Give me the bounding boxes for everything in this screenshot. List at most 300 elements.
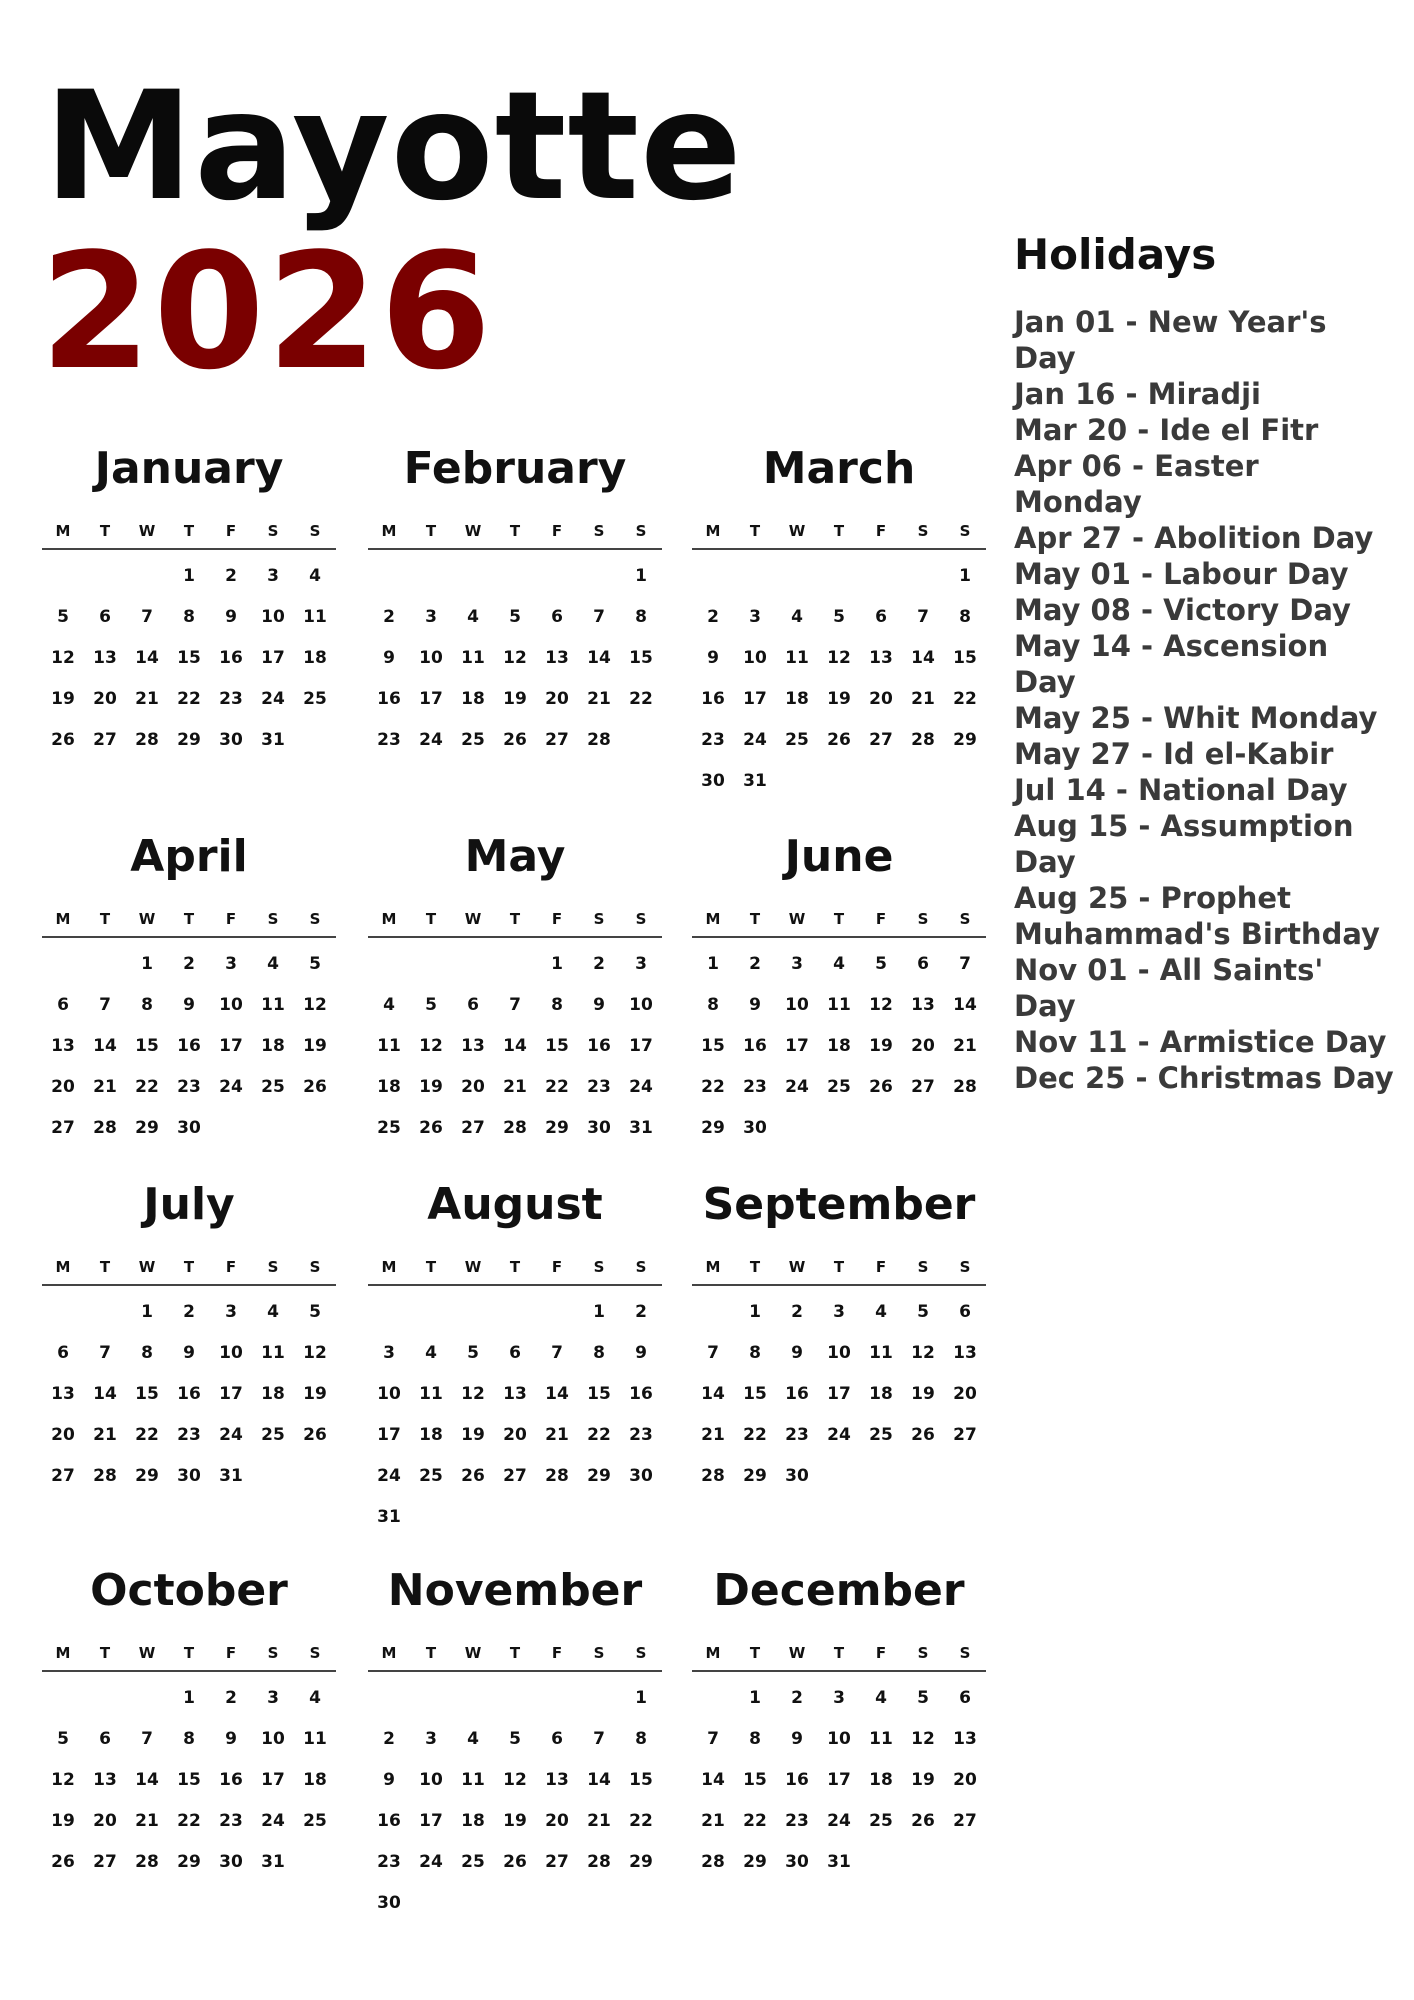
month-name: December <box>713 1565 965 1616</box>
day-cell: 9 <box>791 1343 803 1363</box>
holiday-item: May 14 - Ascension Day <box>1014 629 1329 700</box>
day-cell: 4 <box>467 1729 479 1749</box>
week-row <box>692 556 986 597</box>
weekday-label: T <box>509 1644 521 1662</box>
day-cell: 16 <box>629 1384 653 1404</box>
day-cell: 26 <box>869 1077 893 1097</box>
empty-day-cell <box>734 556 776 597</box>
day-cell: 7 <box>141 607 153 627</box>
week-row <box>692 1026 986 1067</box>
weekday-label: W <box>788 522 806 540</box>
day-cell: 3 <box>225 1302 237 1322</box>
weekday-label: T <box>749 1644 761 1662</box>
day-cell: 23 <box>743 1077 767 1097</box>
week-row <box>42 1374 336 1415</box>
day-cell: 2 <box>791 1302 803 1322</box>
weekday-label: T <box>99 522 111 540</box>
day-cell: 12 <box>303 1343 327 1363</box>
day-cell: 6 <box>57 995 69 1015</box>
week-row <box>42 638 336 679</box>
day-cell: 24 <box>629 1077 653 1097</box>
weekday-label: W <box>788 910 806 928</box>
day-cell: 1 <box>707 954 719 974</box>
holidays-title: Holidays <box>1014 230 1217 279</box>
week-row <box>692 761 986 802</box>
weekday-label: T <box>183 1644 195 1662</box>
day-cell: 31 <box>219 1466 243 1486</box>
day-cell: 21 <box>701 1811 725 1831</box>
calendar-country-title: Mayotte <box>44 60 743 234</box>
day-cell: 20 <box>93 1811 117 1831</box>
day-cell: 18 <box>303 648 327 668</box>
month-name: March <box>762 443 916 494</box>
week-row <box>42 1760 336 1801</box>
day-cell: 3 <box>267 1688 279 1708</box>
week-row <box>42 985 336 1026</box>
day-cell: 8 <box>749 1729 761 1749</box>
day-cell: 18 <box>419 1425 443 1445</box>
day-cell: 21 <box>503 1077 527 1097</box>
day-cell: 1 <box>635 1688 647 1708</box>
weekday-label: F <box>875 522 887 540</box>
day-cell: 1 <box>593 1302 605 1322</box>
day-cell: 13 <box>911 995 935 1015</box>
day-cell: 12 <box>461 1384 485 1404</box>
weekday-label: T <box>183 522 195 540</box>
day-cell: 31 <box>827 1852 851 1872</box>
weekday-label: S <box>917 522 929 540</box>
day-cell: 17 <box>219 1384 243 1404</box>
day-cell: 9 <box>183 995 195 1015</box>
week-row <box>368 1108 662 1149</box>
day-cell: 1 <box>183 1688 195 1708</box>
weekday-label: W <box>138 1644 156 1662</box>
week-row <box>368 1026 662 1067</box>
day-cell: 3 <box>749 607 761 627</box>
day-cell: 25 <box>261 1077 285 1097</box>
day-cell: 11 <box>261 1343 285 1363</box>
day-cell: 9 <box>635 1343 647 1363</box>
week-row <box>368 1678 662 1719</box>
month-april <box>42 826 336 1149</box>
month-name: August <box>427 1179 603 1230</box>
day-cell: 18 <box>827 1036 851 1056</box>
day-cell: 7 <box>593 607 605 627</box>
empty-day-cell <box>84 944 126 985</box>
day-cell: 12 <box>911 1343 935 1363</box>
weekday-label: T <box>833 910 845 928</box>
day-cell: 4 <box>425 1343 437 1363</box>
empty-day-cell <box>860 1108 902 1149</box>
day-cell: 14 <box>911 648 935 668</box>
day-cell: 23 <box>701 730 725 750</box>
weekday-header <box>692 1250 986 1286</box>
day-cell: 19 <box>419 1077 443 1097</box>
week-row <box>692 1842 986 1883</box>
day-cell: 5 <box>833 607 845 627</box>
day-cell: 20 <box>953 1384 977 1404</box>
day-cell: 1 <box>635 566 647 586</box>
week-row <box>42 1842 336 1883</box>
empty-day-cell <box>944 761 986 802</box>
week-row <box>368 638 662 679</box>
day-cell: 16 <box>177 1036 201 1056</box>
day-cell: 3 <box>425 1729 437 1749</box>
day-cell: 5 <box>875 954 887 974</box>
day-cell: 28 <box>135 1852 159 1872</box>
weekday-label: W <box>788 1258 806 1276</box>
day-cell: 13 <box>461 1036 485 1056</box>
weekday-label: S <box>635 1258 647 1276</box>
day-cell: 25 <box>461 1852 485 1872</box>
day-cell: 24 <box>827 1811 851 1831</box>
day-cell: 12 <box>827 648 851 668</box>
day-cell: 28 <box>701 1466 725 1486</box>
day-cell: 24 <box>827 1425 851 1445</box>
empty-day-cell <box>818 1108 860 1149</box>
day-cell: 15 <box>953 648 977 668</box>
empty-day-cell <box>410 1497 452 1538</box>
weekday-label: T <box>99 1644 111 1662</box>
empty-day-cell <box>902 1842 944 1883</box>
day-cell: 10 <box>377 1384 401 1404</box>
day-cell: 18 <box>869 1770 893 1790</box>
day-cell: 10 <box>419 1770 443 1790</box>
month-name: April <box>130 831 248 882</box>
day-cell: 19 <box>869 1036 893 1056</box>
day-cell: 11 <box>377 1036 401 1056</box>
day-cell: 10 <box>827 1729 851 1749</box>
day-cell: 16 <box>377 1811 401 1831</box>
empty-day-cell <box>410 1678 452 1719</box>
day-cell: 8 <box>593 1343 605 1363</box>
day-cell: 28 <box>953 1077 977 1097</box>
weekday-header <box>368 514 662 550</box>
empty-day-cell <box>692 1678 734 1719</box>
day-cell: 8 <box>551 995 563 1015</box>
empty-day-cell <box>494 944 536 985</box>
weekday-label: T <box>425 522 437 540</box>
day-cell: 14 <box>701 1384 725 1404</box>
weekday-label: M <box>705 522 721 540</box>
day-cell: 30 <box>219 1852 243 1872</box>
empty-day-cell <box>410 1292 452 1333</box>
week-row <box>692 944 986 985</box>
day-cell: 26 <box>51 1852 75 1872</box>
weekday-label: T <box>833 1258 845 1276</box>
weekday-label: S <box>309 1258 321 1276</box>
weekday-label: M <box>705 1258 721 1276</box>
empty-day-cell <box>860 761 902 802</box>
day-cell: 7 <box>99 1343 111 1363</box>
day-cell: 25 <box>869 1425 893 1445</box>
day-cell: 11 <box>261 995 285 1015</box>
day-cell: 2 <box>183 1302 195 1322</box>
day-cell: 4 <box>309 566 321 586</box>
day-cell: 12 <box>869 995 893 1015</box>
day-cell: 18 <box>461 689 485 709</box>
empty-day-cell <box>860 556 902 597</box>
day-cell: 7 <box>99 995 111 1015</box>
day-cell: 27 <box>953 1425 977 1445</box>
empty-day-cell <box>536 1292 578 1333</box>
day-cell: 27 <box>461 1118 485 1138</box>
day-cell: 13 <box>545 1770 569 1790</box>
week-row <box>692 1292 986 1333</box>
day-cell: 13 <box>51 1384 75 1404</box>
day-cell: 6 <box>99 607 111 627</box>
day-cell: 9 <box>183 1343 195 1363</box>
day-cell: 4 <box>875 1688 887 1708</box>
empty-day-cell <box>818 556 860 597</box>
empty-day-cell <box>84 1292 126 1333</box>
day-cell: 1 <box>183 566 195 586</box>
empty-day-cell <box>902 1456 944 1497</box>
empty-day-cell <box>452 1292 494 1333</box>
weekday-label: S <box>635 1644 647 1662</box>
day-cell: 9 <box>707 648 719 668</box>
weekday-label: S <box>635 522 647 540</box>
day-cell: 15 <box>135 1384 159 1404</box>
day-cell: 25 <box>303 1811 327 1831</box>
day-cell: 24 <box>219 1077 243 1097</box>
month-days <box>692 1292 986 1497</box>
week-row <box>692 1456 986 1497</box>
day-cell: 7 <box>551 1343 563 1363</box>
day-cell: 15 <box>629 1770 653 1790</box>
holiday-item: May 25 - Whit Monday <box>1014 701 1378 736</box>
day-cell: 15 <box>177 1770 201 1790</box>
day-cell: 24 <box>419 730 443 750</box>
week-row <box>692 638 986 679</box>
empty-day-cell <box>578 556 620 597</box>
day-cell: 22 <box>545 1077 569 1097</box>
day-cell: 3 <box>383 1343 395 1363</box>
day-cell: 14 <box>587 1770 611 1790</box>
day-cell: 12 <box>419 1036 443 1056</box>
day-cell: 5 <box>509 607 521 627</box>
weekday-label: S <box>593 910 605 928</box>
day-cell: 6 <box>917 954 929 974</box>
day-cell: 2 <box>225 566 237 586</box>
weekday-label: T <box>509 522 521 540</box>
day-cell: 19 <box>51 1811 75 1831</box>
weekday-label: F <box>225 1258 237 1276</box>
day-cell: 25 <box>377 1118 401 1138</box>
day-cell: 4 <box>833 954 845 974</box>
day-cell: 11 <box>303 1729 327 1749</box>
day-cell: 28 <box>135 730 159 750</box>
day-cell: 19 <box>911 1384 935 1404</box>
week-row <box>692 1719 986 1760</box>
weekday-label: F <box>225 522 237 540</box>
day-cell: 1 <box>141 1302 153 1322</box>
week-row <box>692 985 986 1026</box>
empty-day-cell <box>294 720 336 761</box>
day-cell: 17 <box>377 1425 401 1445</box>
day-cell: 30 <box>701 771 725 791</box>
day-cell: 19 <box>503 689 527 709</box>
week-row <box>42 597 336 638</box>
empty-day-cell <box>860 1456 902 1497</box>
holiday-list <box>1014 304 1394 1096</box>
day-cell: 3 <box>833 1302 845 1322</box>
day-cell: 13 <box>93 1770 117 1790</box>
weekday-label: T <box>99 1258 111 1276</box>
week-row <box>42 1678 336 1719</box>
day-cell: 9 <box>225 1729 237 1749</box>
empty-day-cell <box>42 556 84 597</box>
month-june <box>692 826 986 1149</box>
holiday-item: May 08 - Victory Day <box>1014 593 1351 628</box>
empty-day-cell <box>42 944 84 985</box>
weekday-label: F <box>225 910 237 928</box>
day-cell: 23 <box>629 1425 653 1445</box>
month-name: May <box>464 831 566 882</box>
weekday-label: M <box>55 522 71 540</box>
empty-day-cell <box>252 1108 294 1149</box>
day-cell: 30 <box>785 1466 809 1486</box>
empty-day-cell <box>410 944 452 985</box>
empty-day-cell <box>452 1883 494 1924</box>
day-cell: 16 <box>701 689 725 709</box>
weekday-header <box>368 902 662 938</box>
day-cell: 14 <box>545 1384 569 1404</box>
day-cell: 17 <box>629 1036 653 1056</box>
month-august <box>368 1174 662 1538</box>
week-row <box>368 679 662 720</box>
day-cell: 17 <box>785 1036 809 1056</box>
day-cell: 28 <box>701 1852 725 1872</box>
month-days <box>42 1292 336 1497</box>
month-name: February <box>403 443 627 494</box>
weekday-header <box>42 514 336 550</box>
day-cell: 25 <box>303 689 327 709</box>
day-cell: 21 <box>93 1425 117 1445</box>
calendar-year: 2026 <box>40 218 494 405</box>
day-cell: 17 <box>743 689 767 709</box>
week-row <box>692 679 986 720</box>
weekday-label: S <box>917 1644 929 1662</box>
day-cell: 8 <box>635 1729 647 1749</box>
empty-day-cell <box>42 1678 84 1719</box>
day-cell: 9 <box>225 607 237 627</box>
day-cell: 27 <box>869 730 893 750</box>
day-cell: 21 <box>93 1077 117 1097</box>
holiday-item: Nov 11 - Armistice Day <box>1014 1025 1387 1060</box>
week-row <box>368 1497 662 1538</box>
weekday-header <box>368 1250 662 1286</box>
weekday-label: T <box>749 1258 761 1276</box>
empty-day-cell <box>494 1292 536 1333</box>
week-row <box>368 1415 662 1456</box>
day-cell: 21 <box>135 1811 159 1831</box>
week-row <box>368 597 662 638</box>
weekday-label: S <box>593 1644 605 1662</box>
day-cell: 7 <box>593 1729 605 1749</box>
day-cell: 30 <box>177 1466 201 1486</box>
day-cell: 6 <box>551 607 563 627</box>
day-cell: 10 <box>261 1729 285 1749</box>
week-row <box>368 1883 662 1924</box>
day-cell: 17 <box>419 1811 443 1831</box>
month-days <box>42 944 336 1149</box>
day-cell: 15 <box>177 648 201 668</box>
weekday-label: T <box>183 910 195 928</box>
day-cell: 18 <box>261 1384 285 1404</box>
day-cell: 16 <box>177 1384 201 1404</box>
empty-day-cell <box>252 1456 294 1497</box>
day-cell: 24 <box>219 1425 243 1445</box>
day-cell: 16 <box>377 689 401 709</box>
day-cell: 22 <box>629 689 653 709</box>
day-cell: 3 <box>267 566 279 586</box>
day-cell: 9 <box>749 995 761 1015</box>
weekday-label: T <box>833 1644 845 1662</box>
holidays-panel <box>1014 232 1394 1096</box>
day-cell: 26 <box>303 1077 327 1097</box>
empty-day-cell <box>294 1108 336 1149</box>
day-cell: 12 <box>51 648 75 668</box>
empty-day-cell <box>776 556 818 597</box>
day-cell: 10 <box>219 1343 243 1363</box>
day-cell: 20 <box>953 1770 977 1790</box>
empty-day-cell <box>776 761 818 802</box>
holiday-item: Aug 15 - Assumption Day <box>1014 809 1354 880</box>
day-cell: 16 <box>785 1770 809 1790</box>
day-cell: 17 <box>261 648 285 668</box>
weekday-label: W <box>788 1644 806 1662</box>
day-cell: 15 <box>587 1384 611 1404</box>
weekday-label: S <box>267 1644 279 1662</box>
empty-day-cell <box>620 720 662 761</box>
week-row <box>368 1456 662 1497</box>
empty-day-cell <box>578 1497 620 1538</box>
day-cell: 22 <box>135 1077 159 1097</box>
weekday-header <box>692 1636 986 1672</box>
empty-day-cell <box>452 556 494 597</box>
weekday-label: T <box>749 522 761 540</box>
week-row <box>368 556 662 597</box>
day-cell: 14 <box>93 1036 117 1056</box>
day-cell: 16 <box>219 648 243 668</box>
day-cell: 31 <box>261 1852 285 1872</box>
day-cell: 2 <box>749 954 761 974</box>
day-cell: 4 <box>383 995 395 1015</box>
weekday-label: M <box>381 522 397 540</box>
day-cell: 28 <box>911 730 935 750</box>
month-days <box>692 1678 986 1883</box>
weekday-label: T <box>509 1258 521 1276</box>
empty-day-cell <box>368 944 410 985</box>
day-cell: 25 <box>785 730 809 750</box>
week-row <box>692 1678 986 1719</box>
week-row <box>368 1842 662 1883</box>
day-cell: 18 <box>303 1770 327 1790</box>
day-cell: 14 <box>587 648 611 668</box>
day-cell: 31 <box>743 771 767 791</box>
weekday-label: F <box>875 1644 887 1662</box>
day-cell: 4 <box>267 954 279 974</box>
empty-day-cell <box>494 1678 536 1719</box>
day-cell: 21 <box>545 1425 569 1445</box>
day-cell: 20 <box>93 689 117 709</box>
day-cell: 17 <box>827 1770 851 1790</box>
week-row <box>368 1067 662 1108</box>
day-cell: 13 <box>545 648 569 668</box>
weekday-label: T <box>425 910 437 928</box>
day-cell: 26 <box>827 730 851 750</box>
